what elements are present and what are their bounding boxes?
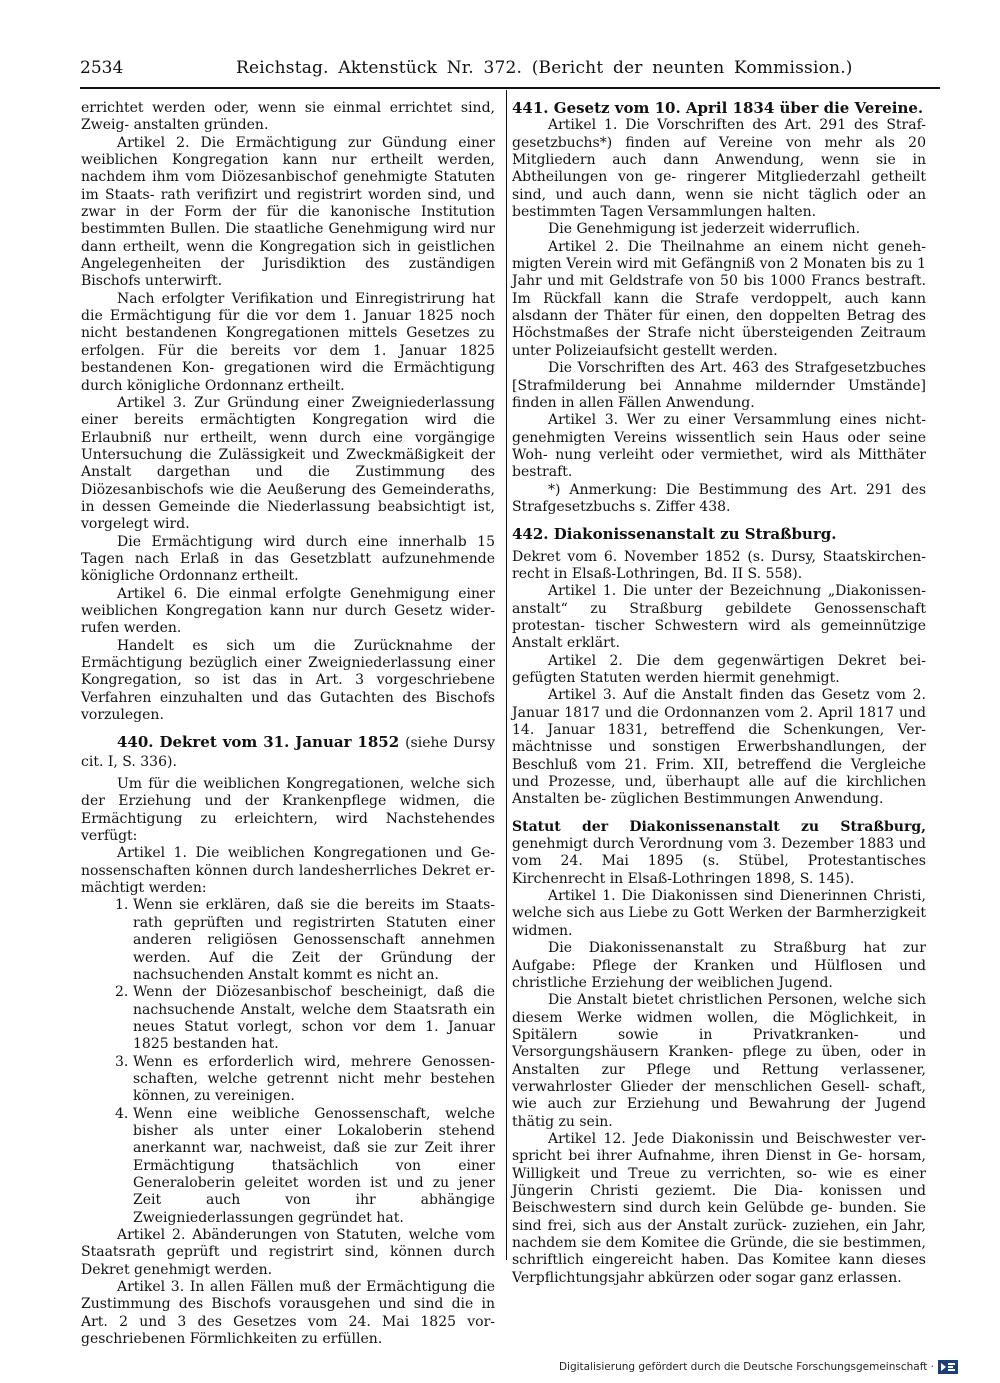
- statute-subheading: [512, 819, 926, 888]
- list-number: 4.: [115, 1105, 129, 1122]
- decree-subheading: Dekret vom 6. November 1852 (s. Dursy, Staatskirchen- recht in Elsaß-Lothringen, Bd. II S. 558).: [512, 548, 926, 582]
- paragraph: Artikel 1. Die unter der Bezeichnung „Diakonissen- anstalt“ zu Straßburg gebildete Genossenschaft protestan- tischer Schwestern wird als gemeinnützige Anstalt erklärt.: [512, 583, 926, 652]
- numbered-list: [81, 897, 495, 1227]
- list-number: 2.: [115, 984, 129, 1001]
- list-number: 1.: [115, 897, 129, 914]
- list-item: [81, 1106, 495, 1227]
- paragraph: Die Vorschriften des Art. 463 des Strafgesetzbuches [Strafmilderung bei Annahme mildernder Umstände] finden in allen Fällen Anwendung.: [512, 360, 926, 411]
- paragraph: Artikel 3. Wer zu einer Versammlung eines nicht- genehmigten Vereins wissentlich sein Haus oder seine Woh- nung verleiht oder vermiethet, wird als Mitthäter bestraft.: [512, 412, 926, 481]
- paragraph: Nach erfolgter Verifikation und Einregistrirung hat die Ermächtigung für die vor dem 1. Januar 1825 noch nicht bestandenen Kongregationen mittels Gesetzes zu erfolgen. Für die bereits vor dem 1. Januar 1825 bestandenen Kon- gregationen wird die Ermächtigung durch königliche Ordonnanz ertheilt.: [81, 290, 495, 394]
- paragraph: Artikel 3. In allen Fällen muß der Ermächtigung die Zustimmung des Bischofs vorausgehen und sind die in Art. 2 und 3 des Gesetzes vom 24. Mai 1825 vor- geschriebenen Förmlichkeiten zu erfüllen.: [81, 1279, 495, 1348]
- paragraph: Artikel 12. Jede Diakonissin und Beischwester ver- spricht bei ihrer Aufnahme, ihren Dienst in Ge- horsam, Willigkeit und Treue zu verrichten, so- wie es einer Jüngerin Christi geziemt. Die Dia- konissen und Beischwestern sind durch kein Gelübde ge- bunden. Sie sind frei, sich aus der Anstalt zurück- zuziehen, ein Jahr, nachdem sie dem Komitee die Gründe, die sie bestimmen, schriftlich eingereicht haben. Das Komitee kann dieses Verpflichtungsjahr abkürzen oder sogar ganz erlassen.: [512, 1130, 926, 1286]
- section-heading-441: 441. Gesetz vom 10. April 1834 über die Vereine.: [512, 99, 924, 117]
- paragraph: Die Genehmigung ist jederzeit widerruflich.: [548, 221, 861, 238]
- paragraph: Die Diakonissenanstalt zu Straßburg hat zur Aufgabe: Pflege der Kranken und Hülflosen und christliche Erziehung der weiblichen Jugend.: [512, 940, 926, 991]
- paragraph: Die Anstalt bietet christlichen Personen, welche sich diesem Werke widmen wollen, die Möglichkeit, in Spitälern sowie in Privatkranken- und Versorgungshäusern Kranken- pflege zu üben, oder in Anstalten zur Pflege und Rettung verlassener, verwahrloster Glieder der menschlichen Gesell- schaft, wie auch zur Erziehung und Bewahrung der Jugend thätig zu sein.: [512, 992, 926, 1130]
- running-header: [80, 58, 940, 84]
- credit-text: Digitalisierung gefördert durch die Deutsche Forschungsgemeinschaft ·: [558, 1361, 934, 1373]
- paragraph: Artikel 2. Abänderungen von Statuten, welche vom Staatsrath geprüft und registrirt sind, können durch Dekret genehmigt werden.: [81, 1227, 495, 1278]
- paragraph: Artikel 1. Die Vorschriften des Art. 291 des Straf- gesetzbuchs*) finden auf Vereine von mehr als 20 Mitgliedern auch dann Anwendung, wenn sie in Abtheilungen von ge- ringerer Mitgliederzahl getheilt sind, und auch dann, wenn sie nicht täglich oder an bestimmten Tagen Versammlungen halten.: [512, 117, 926, 221]
- digitization-credit: [558, 1358, 958, 1376]
- paragraph: Artikel 3. Zur Gründung einer Zweigniederlassung einer bereits ermächtigten Kongregation wird die Erlaubniß nur ertheilt, wenn durch eine vorgängige Untersuchung die Zulässigkeit und Zweckmäßigkeit der Anstalt dargethan und die Zustimmung des Diözesanbischofs wie die Aeußerung des Gemeinderaths, in dessen Gemeinde die Niederlassung beabsichtigt ist, vorgelegt wird.: [81, 394, 495, 533]
- left-column: [81, 100, 495, 1348]
- statute-approval: genehmigt durch Verordnung vom 3. Dezember 1883 und vom 24. Mai 1895 (s. Stübel, Protestantisches Kirchenrecht in Elsaß-Lothringen 1898, S. 145).: [512, 836, 926, 887]
- list-number: 3.: [115, 1053, 129, 1070]
- section-heading-440: [81, 734, 495, 771]
- paragraph: Artikel 3. Auf die Anstalt finden das Gesetz vom 2. Januar 1817 und die Ordonnanzen vom 2. April 1817 und 14. Januar 1831, betreffend die Schenkungen, Ver- mächtnisse und sonstigen Erwerbshandlungen, der Beschluß vom 21. Frim. XII, betreffend die Vergleiche und Prozesse, und, überhaupt alle auf die kirchlichen Anstalten be- züglichen Bestimmungen Anwendung.: [512, 687, 926, 808]
- section-heading-442: 442. Diakonissenanstalt zu Straßburg.: [512, 525, 837, 544]
- list-text: Wenn sie erklären, daß sie die bereits im Staats- rath geprüften und registrirten Statuten einer anderen religiösen Genossenschaft annehmen werden. Auf die Zeit der Gründung der nachsuchenden Anstalt kommt es nicht an.: [133, 897, 495, 983]
- heading-text: 440. Dekret vom 31. Januar 1852: [117, 733, 400, 752]
- list-text: Wenn eine weibliche Genossenschaft, welche bisher als unter einer Lokaloberin stehend anerkannt war, nachweist, daß sie zur Zeit ihrer Ermächtigung thatsächlich von einer Generaloberin geleitet worden ist und zu jener Zeit auch von ihr abhängige Zweigniederlassungen gegründet hat.: [133, 1105, 495, 1226]
- paragraph: Artikel 1. Die Diakonissen sind Dienerinnen Christi, welche sich aus Liebe zu Gott Werken der Barmherzigkeit widmen.: [512, 888, 926, 939]
- paragraph: Artikel 2. Die Theilnahme an einem nicht geneh- migten Verein wird mit Gefängniß von 2 Monaten bis zu 1 Jahr und mit Geldstrafe von 50 bis 1000 Francs bestraft. Im Rückfall kann die Strafe verdoppelt, auch kann alsdann der Thäter für einen, den doppelten Betrag des Höchstmaßes der Strafe nicht übersteigenden Zeitraum unter Polizeiaufsicht gestellt werden.: [512, 238, 926, 359]
- paragraph: Um für die weiblichen Kongregationen, welche sich der Erziehung und der Krankenpflege widmen, die Ermächtigung zu erleichtern, wird Nachstehendes verfügt:: [81, 776, 495, 845]
- paragraph: Artikel 2. Die Ermächtigung zur Gündung einer weiblichen Kongregation kann nur ertheilt werden, nachdem ihm vom Diözesanbischof genehmigte Statuten im Staats- rath verifizirt und registrirt worden sind, und zwar in der Form der für die kanonische Institution bestimmten Bullen. Die staatliche Genehmigung wird nur dann ertheilt, wenn die Kongregation sich in geistlichen Angelegenheiten der Jurisdiktion des zuständigen Bischofs unterwirft.: [81, 134, 495, 290]
- right-column: [512, 100, 926, 1287]
- dfg-logo-icon: [938, 1360, 958, 1374]
- paragraph: Die Ermächtigung wird durch eine innerhalb 15 Tagen nach Erlaß in das Gesetzblatt aufzunehmende königliche Ordonnanz ertheilt.: [81, 533, 495, 585]
- list-item: [81, 984, 495, 1053]
- running-title: Reichstag. Aktenstück Nr. 372. (Bericht der neunten Kommission.): [236, 58, 853, 78]
- list-text: Wenn der Diözesanbischof bescheinigt, daß die nachsuchende Anstalt, welche dem Staatsrath ein neues Statut vorlegt, schon vor dem 1. Januar 1825 bestanden hat.: [133, 984, 495, 1053]
- list-text: Wenn es erforderlich wird, mehrere Genossen- schaften, welche getrennt nicht mehr bestehen können, zu vereinigen.: [133, 1053, 495, 1105]
- paragraph: Artikel 2. Die dem gegenwärtigen Dekret bei- gefügten Statuten werden hiermit genehmigt.: [512, 652, 926, 686]
- paragraph: Artikel 1. Die weiblichen Kongregationen und Ge- nossenschaften können durch landesherrliches Dekret er- mächtigt werden:: [81, 845, 495, 897]
- footnote: *) Anmerkung: Die Bestimmung des Art. 291 des Strafgesetzbuchs s. Ziffer 438.: [512, 481, 926, 515]
- column-divider: [506, 90, 507, 1260]
- paragraph: Handelt es sich um die Zurücknahme der Ermächtigung bezüglich einer Zweigniederlassung einer Kongregation, so ist das in Art. 3 vorgeschriebene Verfahren einzuhalten und das Gutachten des Bischofs vorzulegen.: [81, 637, 495, 724]
- list-item: [81, 897, 495, 984]
- statute-title: Statut der Diakonissenanstalt zu Straßburg,: [512, 818, 926, 835]
- paragraph: Artikel 6. Die einmal erfolgte Genehmigung einer weiblichen Kongregation kann nur durch Gesetz wider- rufen werden.: [81, 585, 495, 637]
- list-item: [81, 1054, 495, 1106]
- paragraph: errichtet werden oder, wenn sie einmal errichtet sind, Zweig- anstalten gründen.: [81, 100, 495, 134]
- page-number: 2534: [80, 58, 124, 78]
- heading-citation: (siehe Dursy cit. I, S. 336).: [81, 735, 495, 770]
- header-rule: [80, 87, 940, 89]
